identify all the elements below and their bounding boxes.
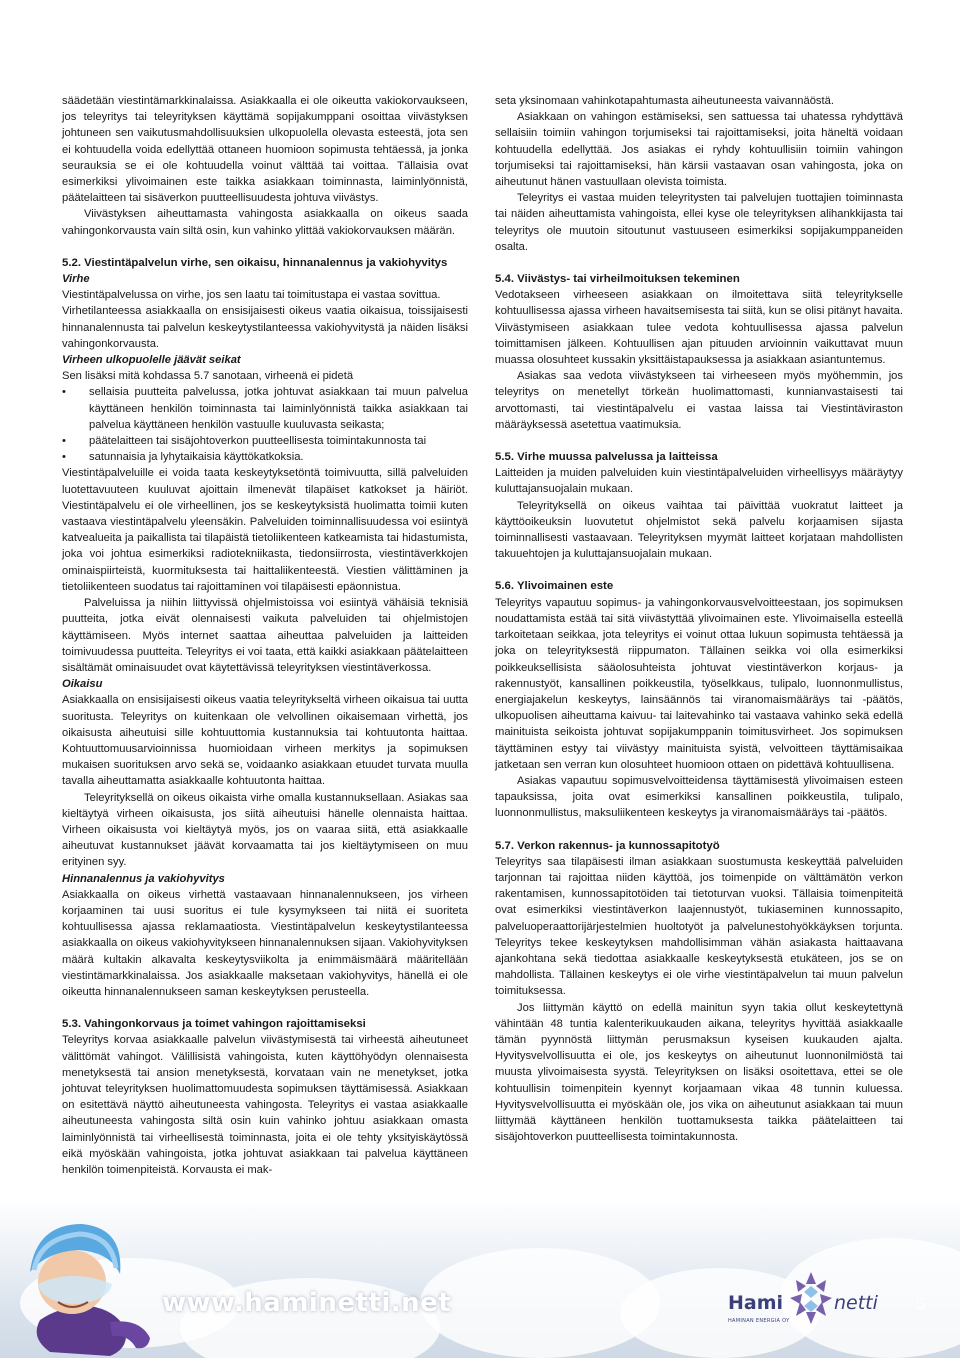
paragraph: seta yksinomaan vahinkotapahtumasta aiheutuneesta vaivannäöstä. xyxy=(495,95,834,107)
subheading-virhe: Virhe xyxy=(62,273,90,286)
logo-tagline: HAMINAN ENERGIA OY xyxy=(728,1318,790,1324)
paragraph: Teleyritys vapautuu sopimus- ja vahingonkorvausvelvoitteestaan, jos sopimuksen noudattamista estää tai sitä viivästyttää ylivoimainen este. Ylivoimaisella esteellä tarkoitetaan seikkaa, jota teleyritys ei voinut ottaa lukuun sopimusta tehtäessä ja joka on teleyrityksestä riippumaton. Tällainen seikka voi olla esimerkiksi poikkeuksellisista sääolosuhteista johtuvat viestintäverkon korjaus- ja rakennustyöt, kansallinen poikkeustila, työselkkaus, tulipalo, luonnonmullistus, energiajakelun keskeytys, lainsäännös tai viranomaismääräys tai -päätös, ulkopuolisen aiheuttama kaivuu- tai laitevahinko tai vastaava vahinko sekä edellä mainituista seikoista johtuvat sopijakumppanin toimitusvirheet. Jos sopimuksen täyttäminen estyy tai viivästyy mainituista syistä, velvoitteen täyttämisaikaa jatketaan sen verran kun olosuhteet huomioon ottaen on pidettävä kohtuullisena. xyxy=(495,596,903,771)
paragraph: Teleyrityksellä on oikeus oikaista virhe omalla kustannuksellaan. Asiakas saa kieltäytyä virheen oikaisusta, jos siitä aiheutuisi hänelle olennaista haittaa. Virheen oikaisusta voi kieltäytyä myös, jos on vaaraa siitä, että asiakkaalle aiheutuvat kustannukset jäävät korvaamatta tai jos kieltäytymiseen on muu erityinen syy. xyxy=(62,791,468,869)
logo-word-hami: Hami xyxy=(728,1292,784,1314)
section-heading-5-5: 5.5. Virhe muussa palvelussa ja laitteissa xyxy=(495,451,718,464)
bullet-list xyxy=(62,384,468,465)
section-heading-5-6: 5.6. Ylivoimainen este xyxy=(495,580,614,593)
haminetti-logo xyxy=(728,1270,898,1340)
paragraph: Sen lisäksi mitä kohdassa 5.7 sanotaan, virheenä ei pidetä xyxy=(62,370,354,383)
mascot-illustration xyxy=(0,1210,160,1358)
logo-star-icon xyxy=(786,1270,836,1330)
paragraph: Asiakas saa vedota viivästykseen tai virheeseen myös myöhemmin, jos teleyritys on menetellyt törkeän huolimattomasti, kunnianvastaisesti tai arvottomasti, tai viestintäpalvelu ei vastaa laissa tai Viestintäviraston määräyksessä asetettua vaatimuksia. xyxy=(495,370,903,431)
paragraph: Laitteiden ja muiden palveluiden kuin viestintäpalveluiden virheellisyys määräytyy kuluttajansuojalain mukaan. xyxy=(495,467,903,496)
section-heading-5-7: 5.7. Verkon rakennus- ja kunnossapitotyö xyxy=(495,839,720,852)
list-item: • satunnaisia ja lyhytaikaisia käyttökatkoksia. xyxy=(62,449,468,465)
paragraph: Jos liittymän käyttö on edellä mainitun syyn takia ollut keskeytettynä vähintään 48 tuntia kalenterikuukauden aikana, teleyritys hyvittää asiakkaalle tämän pyynnöstä liittymän perusmaksun kyseisen kuukauden ajalta. Hyvitysvelvollisuutta ei ole, jos keskeytys on aiheutunut luonnonilmiöstä tai muusta ylivoimaisesta syystä. Teleyrityksen on lisäksi osoitettava, ettei se ole kohtuullisin toimenpitein kyennyt korjaamaan vikaa 48 tunnin kuluessa. Hyvitysvelvollisuutta ei myöskään ole, jos vika on aiheutunut asiakkaan tai muun liittymää käyttäneen henkilön tuottamuksesta taikka päätelaitteen tai sisäjohtoverkon puutteellisesta toimintakunnosta. xyxy=(495,1001,903,1144)
paragraph: Viestintäpalveluille ei voida taata keskeytyksetöntä toimivuutta, sillä palveluiden luotettavuuteen kuuluvat ajoittain ilmenevät tilapäiset katkokset ja häiriöt. Viestintäpalvelu ei ole virheellinen, jos se keskeytyksistä huolimatta toimii kuten vastaava viestintäpalvelu yleensäkin. Palveluiden toiminnallisuudessa voi esiintyä katvealueita ja paikallista tai tilapäistä tietoliikenteen katkeamista tai hidastumista, joka voi johtua esimerkiksi radiotekniikasta, tiedonsiirrosta, viestintäverkkojen ominaispiirteistä, kuormituksesta tai haittaliikenteestä. Viestien välittäminen ja tietoliikenteen suodatus tai rajoittaminen voi tilapäisesti epäonnistua. xyxy=(62,467,468,593)
paragraph: Virhetilanteessa asiakkaalla on ensisijaisesti oikeus vaatia oikaisua, toissijaisesti hinnanalennusta tai palvelun keskeytystilanteessa vakiohyvitystä ja näiden lisäksi vahingonkorvausta. xyxy=(62,305,468,350)
subheading-hinnanalennus: Hinnanalennus ja vakiohyvitys xyxy=(62,872,225,885)
paragraph: Asiakkaalla on oikeus virhettä vastaavaan hinnanalennukseen, jos virheen korjaaminen tai uusi suoritus ei tule kysymykseen tai niitä ei suoriteta kohtuullisessa ajassa reklamaatiosta. Viestintäpalvelun keskeytystilanteessa asiakkaalla on oikeus vakiohyvitykseen hinnanalennuksen sijaan. Vakiohyvityksen määrä kultakin alkavalta keskeytysviikolta ja enimmäismäärä määritellään viestintämarkkinalaissa. Jos asiakkaalle maksetaan vakiohyvitys, hänellä ei ole oikeutta hinnanalennukseen saman keskeytyksen perusteella. xyxy=(62,888,468,998)
list-item: • sellaisia puutteita palvelussa, jotka johtuvat asiakkaan tai muun palvelua käyttäneen henkilön toiminnasta tai laiminlyönnistä taikka asiakkaan tai palvelua käyttäneen henkilön vastuulle kuuluvasta seikasta; xyxy=(62,384,468,433)
paragraph: Teleyritys korvaa asiakkaalle palvelun viivästymisestä tai virheestä aiheutuneet välittömät vahingot. Välillisistä vahingoista, kuten käyttöhyödyn olennaisesta menetyksestä tai ansion menetyksestä, korvataan vain ne menetykset, jotka johtuvat teleyrityksen huolimattomuudesta sopimuksen täyttämisessä. Asiakkaan on esitettävä näyttö aiheutuneesta vahingosta. Teleyritys ei vastaa asiakkaalle aiheutuneesta vahingosta siltä osin kuin vahinko johtuu asiakkaan omasta laiminlyönnistä tai virheellisestä toiminnasta, joita ei ole tehty yksityiskäytössä eikä myöskään vahingoista, jotka johtuvat asiakkaan tai palvelua käyttäneen henkilön toimenpiteistä. Korvausta ei mak- xyxy=(62,1034,468,1176)
section-heading-5-2: 5.2. Viestintäpalvelun virhe, sen oikaisu, hinnanalennus ja vakiohyvitys xyxy=(62,256,448,269)
page-number: 5 xyxy=(916,1296,925,1313)
paragraph: Asiakas vapautuu sopimusvelvoitteidensa täyttämisestä ylivoimaisen esteen tapauksissa, joita ovat esimerkiksi kansallinen poikkeustila, tulipalo, luonnonmullistus, maksuliikenteen keskeytys ja viranomaismääräys tai -päätös. xyxy=(495,774,903,820)
list-item: • päätelaitteen tai sisäjohtoverkon puutteellisesta toimintakunnosta tai xyxy=(62,433,468,449)
paragraph: Teleyrityksellä on oikeus vaihtaa tai päivittää vuokratut laitteet ja käyttöoikeuksin luovutetut ohjelmistot sekä palvelu korjaamisen sijasta toiminnallisesti vastaavaan. Teleyrityksen myymät laitteet korjataan mahdollisten takuuehtojen ja kuluttajansuojalain mukaan. xyxy=(495,499,903,561)
logo-word-netti: netti xyxy=(834,1292,878,1314)
paragraph: säädetään viestintämarkkinalaissa. Asiakkaalla ei ole oikeutta vakiokorvaukseen, jos teleyritys tai teleyrityksen käyttämä sopijakumppani osoittaa viivästyksen johtuneen sen vaikutusmahdollisuuksien ulkopuolella olevasta esteestä, jota sen ei kohtuudella voida edellyttää ottaneen huomioon sopimusta tehtäessä, ja jonka seurauksia se ei ole kohtuudella voinut välttää tai voittaa. Tällaisia ovat esimerkiksi ylivoimainen este taikka asiakkaan toiminnasta, laiminlyönnistä, päätelaitteen tai sisäverkon puutteellisuudesta johtuva viivästys. xyxy=(62,95,468,205)
paragraph: Asiakkaan on vahingon estämiseksi, sen sattuessa tai uhatessa ryhdyttävä sellaisiin toimiin vahingon torjumiseksi tai rajoittamiseksi, joita häneltä voidaan kohtuudella edellyttää. Jos asiakas ei ryhdy kohtuullisiin toimiin vahingon torjumiseksi tai rajoittamiseksi, hän kärsii vastaavan osan vahingosta, joka on aiheutunut hänen vastuullaan olevista toimista. xyxy=(495,111,903,189)
subheading-virheen-ulkopuolelle: Virheen ulkopuolelle jäävät seikat xyxy=(62,354,241,367)
section-heading-5-4: 5.4. Viivästys- tai virheilmoituksen tekeminen xyxy=(495,273,740,286)
paragraph: Viestintäpalvelussa on virhe, jos sen laatu tai toimitustapa ei vastaa sovittua. xyxy=(62,289,441,302)
subheading-oikaisu: Oikaisu xyxy=(62,678,103,691)
left-column xyxy=(62,93,468,1178)
paragraph: Asiakkaalla on ensisijaisesti oikeus vaatia teleyritykseltä virheen oikaisua tai uutta suoritusta. Teleyritys on kuitenkaan ole velvollinen oikaisemaan virhettä, jos oikaisusta aiheutuisi sille kohtuuttomia kustannuksia tai kohtuutonta haittaa. Kohtuuttomuusarvioinnissa huomioidaan virheen merkitys ja sopimuksen mukaisen suorituksen arvo sekä se, voidaanko asiakkaan etuudet turvata muulla tavalla aiheuttamatta asiakkaalle kohtuutonta haittaa. xyxy=(62,694,468,788)
paragraph: Teleyritys saa tilapäisesti ilman asiakkaan suostumusta keskeyttää palveluiden tarjonnan tai rajoittaa niiden käyttöä, jos toimenpide on välttämätön verkon rakentamisen, kunnossapitotöiden tai tietoturvan vuoksi. Tällaisia toimenpiteitä ovat esimerkiksi viestintäverkon laajennustyöt, tukiaseminen kunnossapito, palveluoperaattorijärjestelmien huoltotyöt ja palvelunestohyökkäyksen torjunta. Teleyritys tekee keskeytyksen mahdollisimman vähän asiakasta haittaavana ajankohtana sekä tiedottaa asiakkaalle keskeytyksestä etukäteen, jos se on mahdollista. Tällainen keskeytys ei ole virhe viestintäpalvelun tai muun palvelun toimituksessa. xyxy=(495,855,903,998)
paragraph: Palveluissa ja niihin liittyvissä ohjelmistoissa voi esiintyä vähäisiä teknisiä puutteita, jotka eivät olennaisesti vaikuta palveluiden tai ohjelmistojen käyttämiseen. Myös internet saattaa aiheuttaa palveluiden ja laitteiden toimivuudessa puutteita. Teleyritys ei voi taata, että kaikki asiakkaan päätelaitteen sisältämät ominaisuudet ovat käytettävissä teleyrityksen viestintäverkossa. xyxy=(62,597,468,674)
section-heading-5-3: 5.3. Vahingonkorvaus ja toimet vahingon rajoittamiseksi xyxy=(62,1018,366,1031)
paragraph: Teleyritys ei vastaa muiden teleyritysten tai palvelujen tuottajien toiminnasta tai näiden aiheuttamista vahingoista, ellei kyse ole teleyrityksen alihankkijasta tai teleyritys ole muutoin sitoutunut vastuuseen esimerkiksi sopijakumppaneiden osalta. xyxy=(495,192,903,253)
website-url[interactable]: www.haminetti.net xyxy=(162,1288,452,1318)
right-column xyxy=(495,93,903,1145)
paragraph: Viivästyksen aiheuttamasta vahingosta asiakkaalla on oikeus saada vahingonkorvausta vain siltä osin, kun vahinko ylittää vakiokorvauksen määrän. xyxy=(62,208,468,237)
paragraph: Vedotakseen virheeseen asiakkaan on ilmoitettava siitä teleyritykselle kohtuullisessa ajassa virheen havaitsemisesta tai siitä, kun se olisi pitänyt havaita. Viivästymiseen asiakkaan tulee vedota kohtuullisessa ajassa palvelun toimittamisen jälkeen. Kohtuullisen ajan pituuden arvioinnin vaikuttavat muun muassa olosuhteet kussakin yksittäistapauksessa ja asiakkaan asiantuntemus. xyxy=(495,289,903,367)
